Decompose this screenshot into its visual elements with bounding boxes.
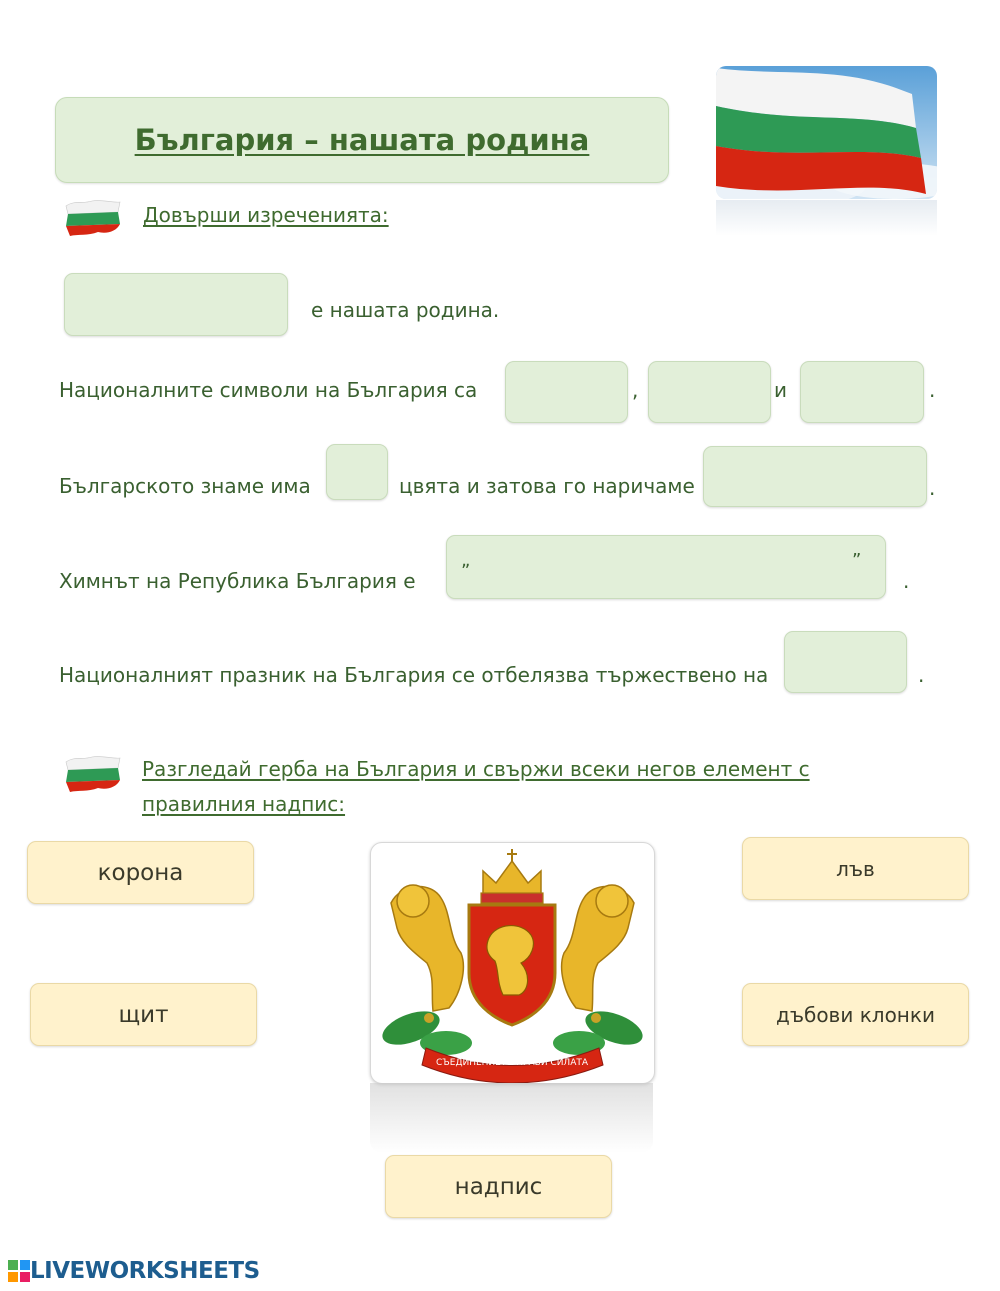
title-box — [55, 97, 669, 183]
flag-reflection — [716, 200, 937, 236]
bulgaria-map-icon-2 — [62, 754, 124, 798]
blank-anthem[interactable] — [446, 535, 886, 599]
word-oak-label: дъбови клонки — [776, 1002, 935, 1027]
sentence2-dot: . — [929, 378, 936, 402]
word-card-lion[interactable] — [742, 837, 969, 900]
sentence5-text: Националният празник на България се отбелязва тържествено на — [59, 663, 769, 687]
coat-of-arms-reflection — [370, 1083, 653, 1153]
sentence4-text: Химнът на Република България е — [59, 569, 416, 593]
sentence4-dot: . — [903, 569, 910, 593]
blank-country[interactable] — [64, 273, 288, 336]
word-card-oak-branches[interactable] — [742, 983, 969, 1046]
liveworksheets-logo — [8, 1258, 260, 1284]
word-shield-label: щит — [118, 1001, 169, 1028]
section2-heading-line1: Разгледай герба на България и свържи всеки негов елемент с — [142, 757, 810, 781]
word-crown-label: корона — [97, 859, 184, 886]
sentence2-and: и — [774, 378, 787, 402]
sentence5-dot: . — [918, 663, 925, 687]
blank-symbol-3[interactable] — [800, 361, 924, 423]
sentence3-text-b: цвята и затова го наричаме — [399, 474, 695, 498]
sentence2-text: Националните символи на България са — [59, 378, 478, 402]
sentence3-dot: . — [929, 476, 936, 500]
section2-heading-line2: правилния надпис: — [142, 792, 346, 816]
blank-symbol-1[interactable] — [505, 361, 628, 423]
word-card-inscription[interactable] — [385, 1155, 612, 1218]
coat-of-arms-image — [370, 842, 655, 1084]
shield-icon — [469, 905, 555, 1025]
word-card-shield[interactable] — [30, 983, 257, 1046]
crown-icon — [481, 849, 543, 903]
logo-mark-icon — [8, 1260, 30, 1282]
word-lion-label: лъв — [836, 856, 875, 881]
sentence3-text-a: Българското знаме има — [59, 474, 311, 498]
blank-symbol-2[interactable] — [648, 361, 771, 423]
word-card-crown[interactable] — [27, 841, 254, 904]
blank-flag-name[interactable] — [703, 446, 927, 507]
section1-heading: Довърши изреченията: — [143, 203, 389, 227]
coat-of-arms-motto: СЪЕДИНЕНИЕТО ПРАВИ СИЛАТА — [435, 1058, 589, 1068]
page-title: България – нашата родина — [134, 123, 590, 157]
logo-text: LIVEWORKSHEETS — [30, 1258, 260, 1284]
sentence2-comma: , — [632, 378, 639, 402]
sentence1-text: е нашата родина. — [311, 298, 500, 322]
word-inscription-label: надпис — [454, 1173, 543, 1200]
blank-holiday-date[interactable] — [784, 631, 907, 693]
anthem-quote-close: ” — [852, 550, 862, 571]
bulgarian-flag-image — [716, 66, 937, 199]
bulgaria-map-icon — [62, 198, 124, 242]
blank-color-count[interactable] — [326, 444, 388, 500]
anthem-quote-open: „ — [461, 550, 471, 571]
